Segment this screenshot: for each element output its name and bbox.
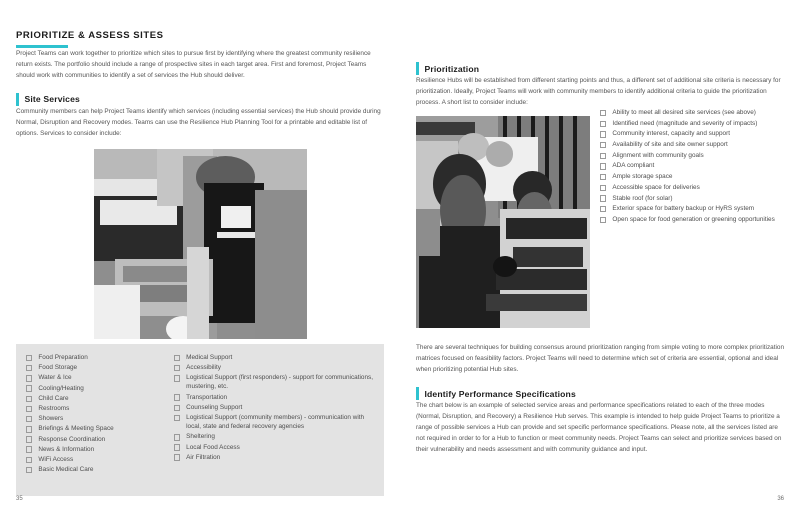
list-item[interactable] [600,140,784,149]
list-item-label: Community interest, capacity and support [612,130,730,138]
accent-bar [416,387,419,400]
checkbox-icon[interactable] [600,185,606,191]
checkbox-icon[interactable] [26,375,32,381]
consensus-paragraph: There are several techniques for building consensus around prioritization ranging from simple voting to more complex prioritization matrices focused on feasibility factors. Project Teams will need to determine which set of criteria are essential, optional and ideal when prioritizing potential Hub sites. [416,344,785,374]
heading-prioritization-label: Prioritization [424,63,480,74]
checkbox-icon[interactable] [600,174,606,180]
checkbox-icon[interactable] [26,446,32,452]
checkbox-icon[interactable] [26,436,32,442]
list-item[interactable] [174,443,374,452]
checkbox-icon[interactable] [600,153,606,159]
list-item[interactable] [26,424,174,433]
list-item-label: Cooling/Heating [38,384,84,392]
intro-paragraph: Project Teams can work together to prioritize which sites to pursue first by identifying where the greatest community resilience return exists. The portfolio should include a range of prospective sites in each target area. First and foremost, Project Teams should work with communities to identify a set of services the Hub should deliver. [16,49,371,79]
criteria-list [600,108,784,224]
heading-performance-specifications-label: Identify Performance Specifications [424,388,576,399]
list-item-label: Water & Ice [38,374,72,382]
list-item[interactable] [26,445,174,454]
checkbox-icon[interactable] [600,195,606,201]
list-item[interactable] [600,215,784,224]
list-item-label: Basic Medical Care [38,466,94,474]
page-number-right: 36 [777,496,784,502]
checkbox-icon[interactable] [26,426,32,432]
list-item[interactable] [600,172,784,181]
checkbox-icon[interactable] [174,454,180,460]
list-item-label: Food Preparation [38,354,88,361]
checkbox-icon[interactable] [26,365,32,371]
list-item-label: ADA compliant [612,162,655,170]
list-item[interactable] [174,413,374,431]
list-item-label: WiFi Access [38,455,74,463]
list-item[interactable] [26,394,174,403]
list-item-label: Open space for food generation or greening opportunities [612,215,775,223]
page-title: PRIORITIZE & ASSESS SITES [16,30,164,41]
services-list-1 [26,353,174,474]
list-item-label: Exterior space for battery backup or HyRS system [612,205,755,213]
checkbox-icon[interactable] [26,406,32,412]
services-list-2 [174,353,374,462]
list-item-label: Alignment with community goals [612,151,704,159]
checkbox-icon[interactable] [26,467,32,473]
list-item[interactable] [600,119,784,128]
list-item[interactable] [174,432,374,441]
site-services-checklist-panel [16,344,384,496]
list-item[interactable] [600,204,784,213]
site-services-paragraph: Community members can help Project Teams identify which services (including essential services) the Hub should provide during Normal, Disruption and Recovery modes. Teams can use the Resilience Hub Planning Tool for a printable and editable list of options. Services to consider include: [16,107,381,137]
list-item-label: Restrooms [38,404,70,412]
list-item[interactable] [600,161,784,170]
list-item[interactable] [26,353,174,362]
checkbox-icon[interactable] [26,457,32,463]
photo-banner-painting [416,116,590,328]
list-item-label: Local Food Access [186,443,240,451]
checkbox-icon[interactable] [26,416,32,422]
list-item[interactable] [600,129,784,138]
photo-community-workshop [94,149,307,339]
list-item-label: Accessible space for deliveries [612,183,700,191]
heading-prioritization [416,62,784,75]
checklist-column-2 [174,353,374,490]
page-right [400,0,800,518]
checkbox-icon[interactable] [174,365,180,371]
checkbox-icon[interactable] [26,385,32,391]
checkbox-icon[interactable] [174,444,180,450]
checkbox-icon[interactable] [600,206,606,212]
list-item[interactable] [26,414,174,423]
list-item-label: News & Information [38,445,95,453]
list-item[interactable] [600,151,784,160]
accent-bar [16,93,19,106]
list-item[interactable] [600,108,784,117]
list-item-label: Medical Support [186,354,233,361]
checkbox-icon[interactable] [600,110,606,116]
list-item[interactable] [26,373,174,382]
accent-bar [416,62,419,75]
checkbox-icon[interactable] [174,405,180,411]
list-item-label: Briefings & Meeting Space [38,425,114,433]
checkbox-icon[interactable] [600,131,606,137]
checkbox-icon[interactable] [174,394,180,400]
list-item[interactable] [26,435,174,444]
list-item[interactable] [174,403,374,412]
list-item[interactable] [174,353,374,362]
list-item-label: Stable roof (for solar) [612,194,673,202]
list-item[interactable] [600,183,784,192]
heading-site-services-label: Site Services [24,94,80,105]
list-item-label: Counseling Support [186,403,243,411]
heading-site-services [16,93,384,106]
criteria-list-wrapper [600,108,784,226]
checkbox-icon[interactable] [174,434,180,440]
list-item-label: Ample storage space [612,173,673,181]
checkbox-icon[interactable] [600,142,606,148]
list-item[interactable] [26,384,174,393]
checkbox-icon[interactable] [26,396,32,402]
list-item-label: Identified need (magnitude and severity of impacts) [612,119,758,127]
list-item-label: Logistical Support (first responders) - support for communications, mustering, etc. [186,374,373,391]
list-item[interactable] [26,465,174,474]
checklist-column-1 [26,353,174,490]
list-item[interactable] [174,393,374,402]
list-item[interactable] [174,453,374,462]
list-item-label: Child Care [38,394,69,402]
list-item-label: Logistical Support (community members) - communication with local, state and federal recovery agencies [186,414,365,431]
list-item[interactable] [26,404,174,413]
list-item-label: Response Coordination [38,435,106,443]
performance-paragraph: The chart below is an example of selected service areas and performance specifications related to each of the three modes (Normal, Disruption, and Recovery) a Resilience Hub serves. This example is intended to help guide Project Teams to prioritize a range of possible services a Hub can provide and set specific performance specifications. Please note, all the services listed are not required in order to for a Hub to function or meet community needs. Project Teams can select and prioritize services based on their vulnerability and needs assessment and with community guidance and input. [416,402,782,454]
list-item[interactable] [600,194,784,203]
list-item[interactable] [26,455,174,464]
list-item-label: Ability to meet all desired site services (see above) [612,109,756,117]
heading-performance-specifications [416,387,784,400]
checkbox-icon[interactable] [26,355,32,361]
list-item-label: Sheltering [186,433,215,441]
checkbox-icon[interactable] [600,217,606,223]
list-item-label: Availability of site and site owner support [612,141,728,149]
page-number-left: 35 [16,496,23,502]
checkbox-icon[interactable] [174,415,180,421]
list-item-label: Accessibility [186,364,221,372]
checkbox-icon[interactable] [174,375,180,381]
list-item-label: Air Filtration [186,453,221,461]
prioritization-paragraph: Resilience Hubs will be established from different starting points and thus, a different set of additional site criteria is necessary for prioritization. Ideally, Project Teams will work with community members to identify additional criteria to guide the prioritization process. A short list to consider include: [416,77,781,107]
checkbox-icon[interactable] [600,121,606,127]
list-item[interactable] [174,363,374,372]
list-item-label: Showers [38,415,64,423]
checkbox-icon[interactable] [174,355,180,361]
checkbox-icon[interactable] [600,163,606,169]
list-item[interactable] [26,363,174,372]
list-item-label: Food Storage [38,364,78,372]
list-item-label: Transportation [186,393,228,401]
list-item[interactable] [174,373,374,391]
